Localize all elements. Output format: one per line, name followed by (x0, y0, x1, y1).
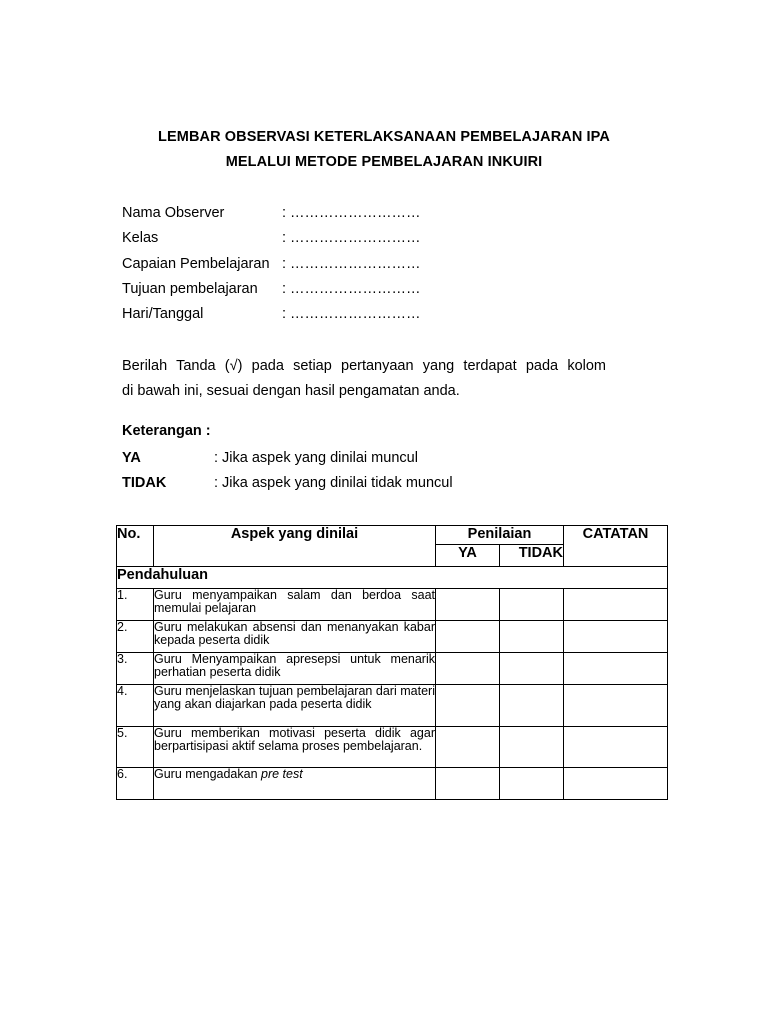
legend-heading: Keterangan : (122, 423, 211, 439)
field-value: : ……………………… (282, 205, 421, 221)
instruction-line1: Berilah Tanda (√) pada setiap pertanyaan yang terdapat pada kolom (122, 358, 606, 374)
row-aspect: Guru Menyampaikan apresepsi untuk menarik perhatian peserta didik (154, 653, 436, 685)
row-aspect: Guru menjelaskan tujuan pembelajaran dari materi yang akan diajarkan pada peserta didik (154, 685, 436, 727)
document-title-line1: LEMBAR OBSERVASI KETERLAKSANAAN PEMBELAJARAN IPA (158, 129, 610, 145)
field-label: Capaian Pembelajaran (122, 256, 270, 272)
row-aspect: Guru melakukan absensi dan menanyakan kabar kepada peserta didik (154, 621, 436, 653)
legend-desc: : Jika aspek yang dinilai muncul (214, 450, 418, 466)
field-label: Kelas (122, 230, 159, 246)
cell-ya[interactable] (436, 727, 500, 768)
table-row (117, 727, 668, 768)
header-aspect: Aspek yang dinilai (154, 526, 436, 567)
section-pendahuluan: Pendahuluan (117, 567, 668, 589)
cell-tidak[interactable] (500, 685, 564, 727)
field-value: : ……………………… (282, 256, 421, 272)
cell-tidak[interactable] (500, 653, 564, 685)
row-number: 2. (117, 621, 154, 653)
row-number: 6. (117, 768, 154, 800)
row-aspect: Guru memberikan motivasi peserta didik agar berpartisipasi aktif selama proses pembelajaran. (154, 727, 436, 768)
document-title-line2: MELALUI METODE PEMBELAJARAN INKUIRI (225, 154, 543, 170)
cell-catatan[interactable] (564, 589, 668, 621)
field-label: Nama Observer (122, 205, 225, 221)
row-aspect (154, 768, 436, 800)
instruction-line2: di bawah ini, sesuai dengan hasil pengamatan anda. (122, 383, 460, 399)
row-aspect: Guru menyampaikan salam dan berdoa saat memulai pelajaran (154, 589, 436, 621)
cell-ya[interactable] (436, 768, 500, 800)
cell-ya[interactable] (436, 685, 500, 727)
field-value: : ……………………… (282, 306, 421, 322)
cell-tidak[interactable] (500, 768, 564, 800)
header-rating: Penilaian (436, 526, 564, 545)
cell-catatan[interactable] (564, 653, 668, 685)
legend-key: TIDAK (122, 475, 167, 491)
field-label: Tujuan pembelajaran (122, 281, 258, 297)
field-value: : ……………………… (282, 230, 421, 246)
cell-ya[interactable] (436, 589, 500, 621)
cell-ya[interactable] (436, 653, 500, 685)
table-row (117, 621, 668, 653)
row-number: 1. (117, 589, 154, 621)
row-number: 5. (117, 727, 154, 768)
cell-tidak[interactable] (500, 589, 564, 621)
cell-catatan[interactable] (564, 727, 668, 768)
table-row (117, 685, 668, 727)
cell-ya[interactable] (436, 621, 500, 653)
field-label: Hari/Tanggal (122, 306, 204, 322)
table-row (117, 589, 668, 621)
cell-tidak[interactable] (500, 621, 564, 653)
row-number: 3. (117, 653, 154, 685)
legend-desc: : Jika aspek yang dinilai tidak muncul (214, 475, 453, 491)
header-no-answer: TIDAK (500, 545, 564, 567)
table-row (117, 653, 668, 685)
observation-table (116, 525, 668, 800)
cell-catatan[interactable] (564, 768, 668, 800)
cell-tidak[interactable] (500, 727, 564, 768)
field-value: : ……………………… (282, 281, 421, 297)
row-aspect-text: Guru mengadakan (154, 767, 262, 781)
table-row (117, 768, 668, 800)
cell-catatan[interactable] (564, 621, 668, 653)
row-number: 4. (117, 685, 154, 727)
header-yes: YA (436, 545, 500, 567)
cell-catatan[interactable] (564, 685, 668, 727)
header-notes: CATATAN (564, 526, 668, 567)
legend-key: YA (122, 450, 141, 466)
row-aspect-italic: pre test (261, 767, 303, 781)
header-no: No. (117, 526, 154, 567)
